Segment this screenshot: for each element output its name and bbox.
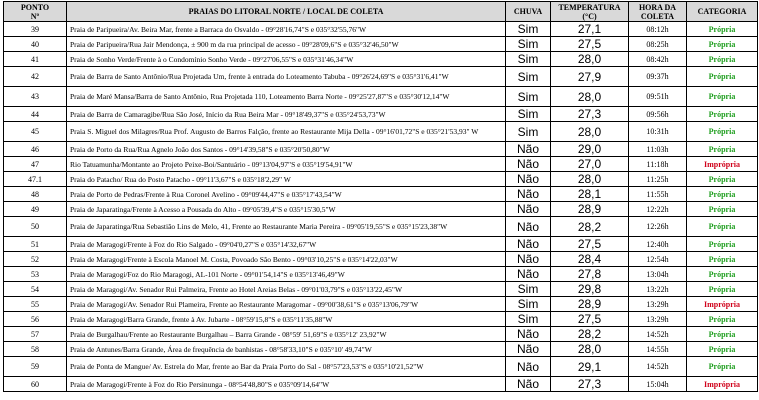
local-cell: Praia de Maragogi/Barra Grande, frente à Av. Jubarte - 08°59'15,8"S e 035°11'35,88"W — [67, 312, 506, 327]
local-cell: Praia de Japaratinga/Frente à Acesso a Pousada do Alto - 09°05'39,4"S e 035°15'30,5"W — [67, 202, 506, 217]
hora-cell: 09:51h — [629, 87, 687, 107]
chuva-cell: Sim — [506, 22, 551, 37]
ponto-cell: 51 — [4, 237, 67, 252]
chuva-cell: Não — [506, 202, 551, 217]
chuva-cell: Sim — [506, 87, 551, 107]
hora-cell: 11:25h — [629, 172, 687, 187]
categoria-cell: Imprópria — [687, 157, 758, 172]
table-row — [4, 342, 758, 357]
ponto-cell: 46 — [4, 142, 67, 157]
local-cell: Praia de Maragogi/Av. Senador Rui Palmeira, Frente ao Hotel Areias Belas - 09°01'03,79"S e 035°13'22,45"W — [67, 282, 506, 297]
chuva-cell: Sim — [506, 37, 551, 52]
table-row — [4, 237, 758, 252]
local-cell: Praia S. Miguel dos Milagres/Rua Prof. Augusto de Barros Falção, frente ao Restaurante Mija Della - 09°16'01,72"S e 035°21'53,93" W — [67, 122, 506, 142]
temperatura-cell: 27,5 — [551, 312, 629, 327]
ponto-cell: 45 — [4, 122, 67, 142]
categoria-cell: Própria — [687, 237, 758, 252]
hora-cell: 12:40h — [629, 237, 687, 252]
table-row — [4, 357, 758, 377]
hora-cell: 13:29h — [629, 312, 687, 327]
local-cell: Praia de Burgalhau/Frente ao Restaurante Burgalhau – Barra Grande - 08°59' 51,69"S e 035°12' 23,92"W — [67, 327, 506, 342]
categoria-cell: Própria — [687, 22, 758, 37]
categoria-cell: Própria — [687, 107, 758, 122]
ponto-cell: 47.1 — [4, 172, 67, 187]
hora-cell: 13:29h — [629, 297, 687, 312]
categoria-cell: Própria — [687, 172, 758, 187]
ponto-cell: 52 — [4, 252, 67, 267]
table-row — [4, 52, 758, 67]
temperatura-cell: 28,4 — [551, 252, 629, 267]
table-row — [4, 37, 758, 52]
categoria-cell: Própria — [687, 217, 758, 237]
local-cell: Praia de Maragogi/Foz do Rio Maragogi, AL-101 Norte - 09°01'54,14"S e 035°13'46,49"W — [67, 267, 506, 282]
categoria-cell: Própria — [687, 87, 758, 107]
ponto-cell: 60 — [4, 377, 67, 392]
table-row — [4, 157, 758, 172]
ponto-cell: 53 — [4, 267, 67, 282]
categoria-cell: Imprópria — [687, 297, 758, 312]
local-cell: Praia de Maragogi/Frente à Foz do Rio Persinunga - 08°54'48,80"S e 035°09'14,64"W — [67, 377, 506, 392]
ponto-cell: 39 — [4, 22, 67, 37]
table-row — [4, 217, 758, 237]
categoria-cell: Própria — [687, 342, 758, 357]
temperatura-cell: 28,0 — [551, 87, 629, 107]
hora-cell: 12:26h — [629, 217, 687, 237]
chuva-cell: Não — [506, 267, 551, 282]
table-row — [4, 327, 758, 342]
temperatura-cell: 28,2 — [551, 327, 629, 342]
table-row — [4, 172, 758, 187]
temperatura-cell: 27,8 — [551, 267, 629, 282]
local-cell: Praia de Antunes/Barra Grande, Área de frequência de banhistas - 08°58'33,10"S e 035°10' 49,74"W — [67, 342, 506, 357]
header-categoria: CATEGORIA — [687, 2, 758, 22]
ponto-cell: 43 — [4, 87, 67, 107]
hora-cell: 08:12h — [629, 22, 687, 37]
hora-cell: 10:31h — [629, 122, 687, 142]
header-hora: HORA DA COLETA — [629, 2, 687, 22]
local-cell: Praia de Paripueira/Rua Jair Mendonça, ± 900 m da rua principal de acesso - 09°28'09,6"S e 035°32'46,50"W — [67, 37, 506, 52]
chuva-cell: Não — [506, 357, 551, 377]
ponto-cell: 54 — [4, 282, 67, 297]
local-cell: Praia de Maré Mansa/Barra de Santo Antônio, Rua Projetada 110, Loteamento Barra Norte - 09°25'27,87"S e 035°30'12,14"W — [67, 87, 506, 107]
ponto-cell: 48 — [4, 187, 67, 202]
table-row — [4, 312, 758, 327]
chuva-cell: Não — [506, 237, 551, 252]
temperatura-cell: 29,1 — [551, 357, 629, 377]
local-cell: Praia de Sonho Verde/Frente à o Condomínio Sonho Verde - 09°27'06,55"S e 035°31'46,34"W — [67, 52, 506, 67]
temperatura-cell: 28,9 — [551, 297, 629, 312]
table-row — [4, 187, 758, 202]
ponto-cell: 56 — [4, 312, 67, 327]
categoria-cell: Imprópria — [687, 377, 758, 392]
categoria-cell: Própria — [687, 327, 758, 342]
hora-cell: 12:54h — [629, 252, 687, 267]
header-local: PRAIAS DO LITORAL NORTE / LOCAL DE COLETA — [67, 2, 506, 22]
chuva-cell: Sim — [506, 282, 551, 297]
chuva-cell: Não — [506, 252, 551, 267]
hora-cell: 13:22h — [629, 282, 687, 297]
chuva-cell: Não — [506, 327, 551, 342]
table-row — [4, 252, 758, 267]
chuva-cell: Não — [506, 142, 551, 157]
table-row — [4, 67, 758, 87]
table-header-row — [4, 2, 758, 22]
ponto-cell: 58 — [4, 342, 67, 357]
temperatura-cell: 27,3 — [551, 377, 629, 392]
temperatura-cell: 27,9 — [551, 67, 629, 87]
hora-cell: 08:42h — [629, 52, 687, 67]
hora-cell: 09:56h — [629, 107, 687, 122]
ponto-cell: 50 — [4, 217, 67, 237]
chuva-cell: Não — [506, 342, 551, 357]
local-cell: Rio Tatuamunha/Montante ao Projeto Peixe-Boi/Santuário - 09°13'04,97"S e 035°19'54,91"W — [67, 157, 506, 172]
ponto-cell: 49 — [4, 202, 67, 217]
temperatura-cell: 28,0 — [551, 172, 629, 187]
local-cell: Praia de Barra de Camaragibe/Rua São José, Início da Rua Beira Mar - 09°18'49,37"S e 035°24'53,73"W — [67, 107, 506, 122]
ponto-cell: 55 — [4, 297, 67, 312]
local-cell: Praia de Porto de Pedras/Frente à Rua Coronel Avelino - 09°09'44,47"S e 035°17'43,54"W — [67, 187, 506, 202]
ponto-cell: 41 — [4, 52, 67, 67]
chuva-cell: Não — [506, 187, 551, 202]
local-cell: Praia de Maragogi/Av. Senador Rui Plameira, Frente ao Restaurante Maragomar - 09°00'38,61"S e 035°13'06,79"W — [67, 297, 506, 312]
chuva-cell: Sim — [506, 122, 551, 142]
table-row — [4, 297, 758, 312]
local-cell: Praia de Porto da Rua/Rua Agnelo João dos Santos - 09°14'39,58"S e 035°20'50,80"W — [67, 142, 506, 157]
categoria-cell: Própria — [687, 67, 758, 87]
hora-cell: 13:04h — [629, 267, 687, 282]
chuva-cell: Não — [506, 377, 551, 392]
hora-cell: 14:52h — [629, 327, 687, 342]
temperatura-cell: 27,3 — [551, 107, 629, 122]
chuva-cell: Sim — [506, 312, 551, 327]
categoria-cell: Própria — [687, 52, 758, 67]
local-cell: Praia de Maragogi/Frente à Escola Manoel M. Costa, Povoado São Bento - 09°03'10,25"S e 035°14'22,03"W — [67, 252, 506, 267]
categoria-cell: Própria — [687, 282, 758, 297]
table-row — [4, 122, 758, 142]
ponto-cell: 40 — [4, 37, 67, 52]
table-row — [4, 87, 758, 107]
local-cell: Praia de Barra de Santo Antônio/Rua Projetada Um, frente à entrada do Loteamento Tabuba - 09°26'24,69"S e 035°31'6,41"W — [67, 67, 506, 87]
hora-cell: 12:22h — [629, 202, 687, 217]
temperatura-cell: 28,2 — [551, 217, 629, 237]
hora-cell: 09:37h — [629, 67, 687, 87]
table-row — [4, 377, 758, 392]
chuva-cell: Sim — [506, 297, 551, 312]
categoria-cell: Própria — [687, 202, 758, 217]
ponto-cell: 42 — [4, 67, 67, 87]
hora-cell: 15:04h — [629, 377, 687, 392]
categoria-cell: Própria — [687, 312, 758, 327]
chuva-cell: Não — [506, 157, 551, 172]
local-cell: Praia de Paripueira/Av. Beira Mar, frente a Barraca do Osvaldo - 09°28'16,74"S e 035°32'55,76"W — [67, 22, 506, 37]
header-chuva: CHUVA — [506, 2, 551, 22]
temperatura-cell: 29,8 — [551, 282, 629, 297]
temperatura-cell: 29,0 — [551, 142, 629, 157]
categoria-cell: Própria — [687, 142, 758, 157]
table-row — [4, 107, 758, 122]
ponto-cell: 57 — [4, 327, 67, 342]
hora-cell: 11:18h — [629, 157, 687, 172]
hora-cell: 11:55h — [629, 187, 687, 202]
temperatura-cell: 28,1 — [551, 187, 629, 202]
table-row — [4, 142, 758, 157]
table-row — [4, 22, 758, 37]
chuva-cell: Sim — [506, 52, 551, 67]
temperatura-cell: 27,5 — [551, 237, 629, 252]
temperatura-cell: 28,0 — [551, 122, 629, 142]
hora-cell: 14:55h — [629, 342, 687, 357]
local-cell: Praia de Ponta de Mangue/ Av. Estrela do Mar, frente ao Bar da Praia Porto do Sal - 08°57'23,53"S e 035°10'21,52"W — [67, 357, 506, 377]
table-row — [4, 282, 758, 297]
header-temperatura: TEMPERATURA (°C) — [551, 2, 629, 22]
hora-cell: 08:25h — [629, 37, 687, 52]
categoria-cell: Própria — [687, 37, 758, 52]
temperatura-cell: 27,5 — [551, 37, 629, 52]
chuva-cell: Não — [506, 217, 551, 237]
temperatura-cell: 28,9 — [551, 202, 629, 217]
table-body — [4, 22, 758, 392]
local-cell: Praia do Patacho/ Rua do Posto Patacho - 09°11'3,67"S e 035°18'2,29" W — [67, 172, 506, 187]
ponto-cell: 59 — [4, 357, 67, 377]
temperatura-cell: 27,0 — [551, 157, 629, 172]
header-ponto: PONTO Nº — [4, 2, 67, 22]
chuva-cell: Sim — [506, 107, 551, 122]
categoria-cell: Própria — [687, 357, 758, 377]
hora-cell: 11:03h — [629, 142, 687, 157]
ponto-cell: 47 — [4, 157, 67, 172]
temperatura-cell: 28,0 — [551, 52, 629, 67]
categoria-cell: Própria — [687, 122, 758, 142]
categoria-cell: Própria — [687, 252, 758, 267]
hora-cell: 14:52h — [629, 357, 687, 377]
local-cell: Praia de Maragogi/Frente à Foz do Rio Salgado - 09°04'0,27"S e 035°14'32,67"W — [67, 237, 506, 252]
temperatura-cell: 27,1 — [551, 22, 629, 37]
categoria-cell: Própria — [687, 187, 758, 202]
categoria-cell: Própria — [687, 267, 758, 282]
chuva-cell: Não — [506, 172, 551, 187]
temperatura-cell: 28,0 — [551, 342, 629, 357]
table-row — [4, 267, 758, 282]
water-quality-table — [3, 1, 758, 392]
local-cell: Praia de Japaratinga/Rua Sebastião Lins de Melo, 41, Frente ao Restaurante Maria Pereira - 09°05'19,55"S e 035°15'23,38"W — [67, 217, 506, 237]
table-row — [4, 202, 758, 217]
chuva-cell: Sim — [506, 67, 551, 87]
ponto-cell: 44 — [4, 107, 67, 122]
